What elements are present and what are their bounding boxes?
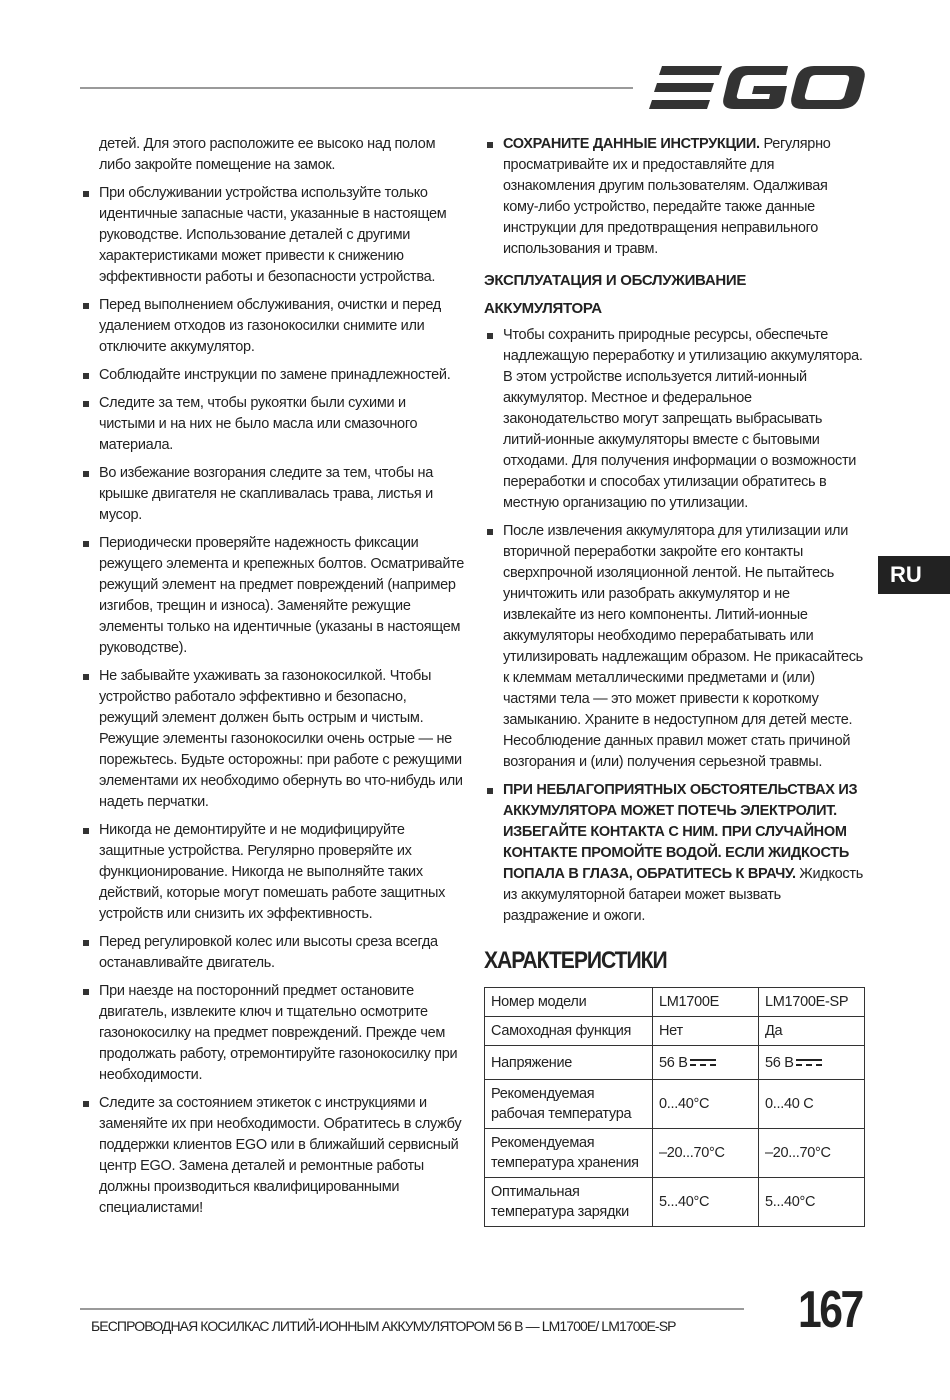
list-item: Периодически проверяйте надежность фиксации режущего элемента и крепежных болтов. Осматривайте режущий элемент на предмет повреждений (например изгибов, трещин и износа). Заменяйте режущие элементы только на идентичные (указаны в настоящем руководстве). [80,533,465,659]
right-column [484,134,865,1227]
table-cell: LM1700E [653,988,759,1017]
table-cell: Самоходная функция [485,1017,653,1046]
table-cell: Номер модели [485,988,653,1017]
table-cell: Нет [653,1017,759,1046]
table-row [485,1046,865,1080]
save-instructions-text: Регулярно просматривайте их и предоставляйте для ознакомления другим пользователям. Одалживая кому-либо устройство, передайте также данные инструкции для предотвращения неправильного использования и травм. [503,136,831,257]
list-item: При наезде на посторонний предмет остановите двигатель, извлеките ключ и тщательно осмотрите газонокосилку на предмет повреждений. Прежде чем продолжать работу, отремонтируйте газонокосилку при необходимости. [80,981,465,1086]
table-cell: –20...70°C [759,1129,865,1178]
voltage-value: 56 В [659,1054,688,1071]
table-cell: LM1700E-SP [759,988,865,1017]
list-item: Не забывайте ухаживать за газонокосилкой. Чтобы устройство работало эффективно и безопасно, режущий элемент должен быть острым и чистым. Режущие элементы газонокосилки очень острые — не порежьтесь. Будьте осторожны: при работе с режущими элементами их необходимо обернуть во что-нибудь или надеть перчатки. [80,666,465,813]
table-row [485,1017,865,1046]
specifications-table [484,987,865,1227]
battery-heading-line-2: АККУМУЛЯТОРА [484,300,602,317]
table-cell: Рекомендуемая температура хранения [485,1129,653,1178]
table-row [485,988,865,1017]
table-cell: Оптимальная температура зарядки [485,1178,653,1227]
save-instructions-bold: СОХРАНИТЕ ДАННЫЕ ИНСТРУКЦИИ. [503,136,760,152]
list-item: Чтобы сохранить природные ресурсы, обеспечьте надлежащую переработку и утилизацию аккумулятора. В этом устройстве используется литий-ионный аккумулятор. Местное и федеральное законодательство могут запрещать выбрасывать литий-ионные аккумуляторы вместе с бытовыми отходами. Для получения информации о возможности переработки и способах утилизации обратитесь в местную организацию по утилизации. [484,325,865,514]
table-cell: –20...70°C [653,1129,759,1178]
table-cell [653,1046,759,1080]
table-cell: Рекомендуемая рабочая температура [485,1080,653,1129]
electrolyte-warning-text: Жидкость из аккумуляторной батареи может вызвать раздражение и ожоги. [503,866,863,924]
ego-logo [648,62,868,114]
header-rule [80,87,633,89]
specifications-title: ХАРАКТЕРИСТИКИ [484,947,667,974]
save-instructions-item [484,134,865,260]
dc-symbol-icon [796,1058,822,1067]
footer-rule [80,1308,744,1310]
table-cell: 5...40°C [653,1178,759,1227]
table-row [485,1178,865,1227]
left-column [80,134,465,1226]
page-number: 167 [798,1281,862,1339]
electrolyte-warning-bold: ПРИ НЕБЛАГОПРИЯТНЫХ ОБСТОЯТЕЛЬСТВАХ ИЗ АККУМУЛЯТОРА МОЖЕТ ПОТЕЧЬ ЭЛЕКТРОЛИТ. ИЗБЕГАЙТЕ КОНТАКТА С НИМ. ПРИ СЛУЧАЙНОМ КОНТАКТЕ ПРОМОЙТЕ ВОДОЙ. ЕСЛИ ЖИДКОСТЬ ПОПАЛА В ГЛАЗА, ОБРАТИТЕСЬ К ВРАЧУ. [503,782,858,882]
battery-heading-line-1: ЭКСПЛУАТАЦИЯ И ОБСЛУЖИВАНИЕ [484,272,747,289]
table-cell [759,1046,865,1080]
list-item: Во избежание возгорания следите за тем, чтобы на крышке двигателя не скапливалась трава, листья и мусор. [80,463,465,526]
electrolyte-warning-item [484,780,865,927]
table-cell: Да [759,1017,865,1046]
table-row [485,1129,865,1178]
list-item: После извлечения аккумулятора для утилизации или вторичной переработки закройте его контакты сверхпрочной изоляционной лентой. Не пытайтесь уничтожить или разобрать аккумулятор и не извлекайте из него компоненты. Литий-ионные аккумуляторы необходимо перерабатывать или утилизировать надлежащим образом. Не прикасайтесь к клеммам металлическими предметами и (или) частями тела — это может привести к короткому замыканию. Храните в недоступном для детей месте. Несоблюдение данных правил может стать причиной возгорания и (или) получения серьезной травмы. [484,521,865,773]
language-tab: RU [878,556,950,594]
table-cell: 0...40°C [653,1080,759,1129]
table-row [485,1080,865,1129]
list-item: Перед регулировкой колес или высоты среза всегда останавливайте двигатель. [80,932,465,974]
list-item: При обслуживании устройства используйте только идентичные запасные части, указанные в настоящем руководстве. Использование деталей с другими характеристиками может привести к снижению эффективности работы и безопасности устройства. [80,183,465,288]
list-item: Соблюдайте инструкции по замене принадлежностей. [80,365,465,386]
list-item: Следите за тем, чтобы рукоятки были сухими и чистыми и на них не было масла или смазочного материала. [80,393,465,456]
footer-title: БЕСПРОВОДНАЯ КОСИЛКАС ЛИТИЙ-ИОННЫМ АККУМУЛЯТОРОМ 56 В — LM1700E/ LM1700E-SP [91,1318,676,1334]
continuation-text: детей. Для этого расположите ее высоко над полом либо закройте помещение на замок. [99,136,436,173]
table-cell: 5...40°C [759,1178,865,1227]
battery-section-heading [484,267,865,323]
list-item: Никогда не демонтируйте и не модифицируйте защитные устройства. Регулярно проверяйте их функционирование. Никогда не выполняйте таких действий, которые могут помешать работе защитных устройств или снизить их эффективность. [80,820,465,925]
list-item: Следите за состоянием этикеток с инструкциями и заменяйте их при необходимости. Обратитесь в службу поддержки клиентов EGO или в ближайший сервисный центр EGO. Замена деталей и ремонтные работы должны производиться квалифицированными специалистами! [80,1093,465,1219]
voltage-value: 56 В [765,1054,794,1071]
list-item: Перед выполнением обслуживания, очистки и перед удалением отходов из газонокосилки снимите или отключите аккумулятор. [80,295,465,358]
dc-symbol-icon [690,1058,716,1067]
table-cell: 0...40 C [759,1080,865,1129]
table-cell: Напряжение [485,1046,653,1080]
